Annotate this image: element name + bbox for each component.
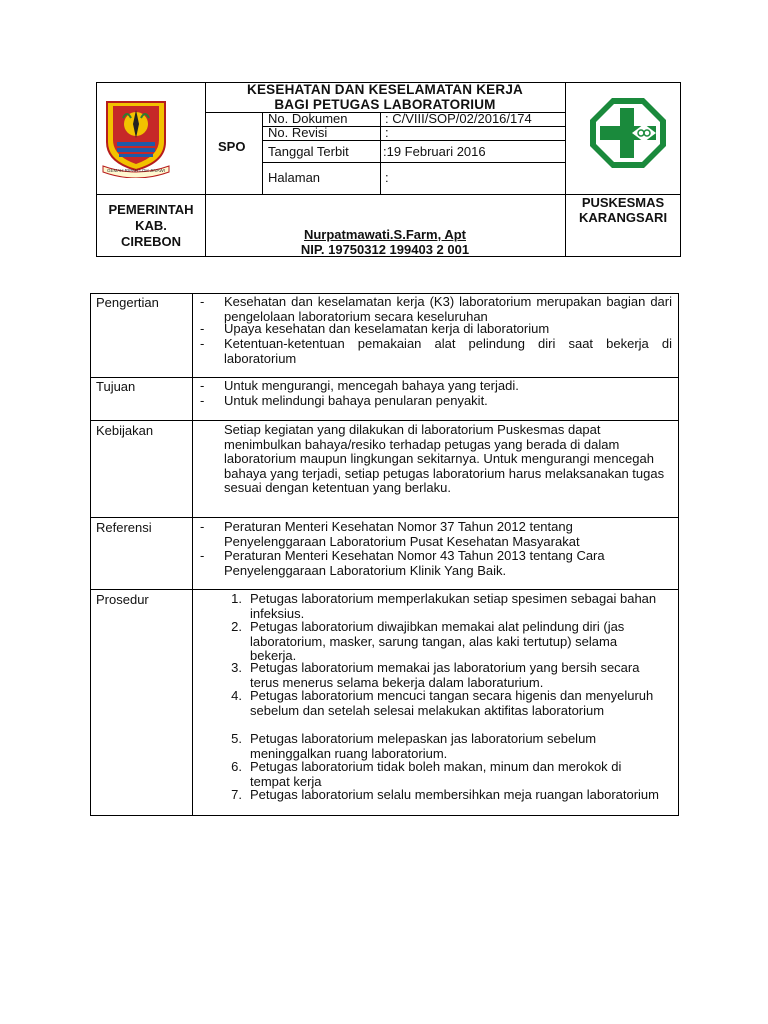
list-item: 6. Petugas laboratorium tidak boleh makan, minum dan merokok di tempat kerja [231,759,622,789]
meta-value-tanggal-terbit: :19 Februari 2016 [383,144,486,159]
signer-name: Nurpatmawati.S.Farm, Apt [303,227,467,242]
list-item: 4. Petugas laboratorium mencuci tangan secara higenis dan menyeluruh sebelum dan setelah selesai melakukan aktifitas laboratorium [231,688,654,718]
label-referensi: Referensi [96,520,152,535]
issuer-government: PEMERINTAH KAB. CIREBON [108,202,194,249]
list-item: - Peraturan Menteri Kesehatan Nomor 43 Tahun 2013 tentang Cara Penyelenggaraan Laboratorium Klinik Yang Baik. [200,548,605,578]
list-item: 3. Petugas laboratorium memakai jas laboratorium yang bersih secara terus menerus selama bekerja dalam laboraturium. [231,660,640,690]
list-item: 1. Petugas laboratorium memperlakukan setiap spesimen sebagai bahan infeksius. [231,591,657,621]
meta-label-halaman: Halaman [268,170,321,185]
label-prosedur: Prosedur [96,592,149,607]
issuer-puskesmas: PUSKESMAS KARANGSARI [578,195,668,225]
meta-label-tanggal-terbit: Tanggal Terbit [268,144,349,159]
list-item: 5. Petugas laboratorium melepaskan jas laboratorium sebelum meninggalkan ruang laboratorium. [231,731,597,761]
document-title: KESEHATAN DAN KESELAMATAN KERJA BAGI PETUGAS LABORATORIUM [247,82,523,112]
label-kebijakan: Kebijakan [96,423,154,438]
label-tujuan: Tujuan [96,379,136,394]
list-item: - Untuk melindungi bahaya penularan penyakit. [200,393,488,408]
meta-label-no-revisi: No. Revisi [268,125,328,140]
list-item: 2. Petugas laboratorium diwajibkan memakai alat pelindung diri (jas laboratorium, masker, sarung tangan, alas kaki tertutup) selama bekerja. [231,619,625,663]
puskesmas-logo-icon [588,96,668,170]
meta-value-halaman: : [385,170,389,185]
list-item: - Untuk mengurangi, mencegah bahaya yang terjadi. [200,378,519,393]
label-pengertian: Pengertian [96,295,159,310]
list-item: - Kesehatan dan keselamatan kerja (K3) laboratorium merupakan bagian dari pengelolaan laboratorium secara keseluruhan [200,294,672,324]
list-item: - Peraturan Menteri Kesehatan Nomor 37 Tahun 2012 tentang Penyelenggaraan Laboratorium Pusat Kesehatan Masyarakat [200,519,580,549]
list-item: - Upaya kesehatan dan keselamatan kerja di laboratorium [200,321,550,336]
signer-block [205,227,565,257]
meta-value-no-dokumen: : C/VIII/SOP/02/2016/174 [385,111,532,126]
list-item: - Ketentuan-ketentuan pemakaian alat pelindung diri saat bekerja di laboratorium [200,336,672,366]
kebijakan-text: Setiap kegiatan yang dilakukan di laboratorium Puskesmas dapat menimbulkan bahaya/resiko terhadap petugas yang berada di dalam laboratorium maupun lingkungan sekitarnya. Untuk mengurangi mencegah bahaya yang terjadi, setiap petugas laboratorium harus melaksanakan tugas sesuai dengan ketentuan yang berlaku. [224,422,665,495]
meta-label-no-dokumen: No. Dokumen [268,111,348,126]
spo-label: SPO [218,139,246,154]
list-item: 7. Petugas laboratorium selalu membersihkan meja ruangan laboratorium [231,787,659,802]
cirebon-crest-icon [101,96,171,178]
signer-nip: NIP. 19750312 199403 2 001 [300,242,470,257]
meta-value-no-revisi: : [385,125,389,140]
svg-text:GEMAH RIPAH LOH JINAWI: GEMAH RIPAH LOH JINAWI [106,168,166,173]
